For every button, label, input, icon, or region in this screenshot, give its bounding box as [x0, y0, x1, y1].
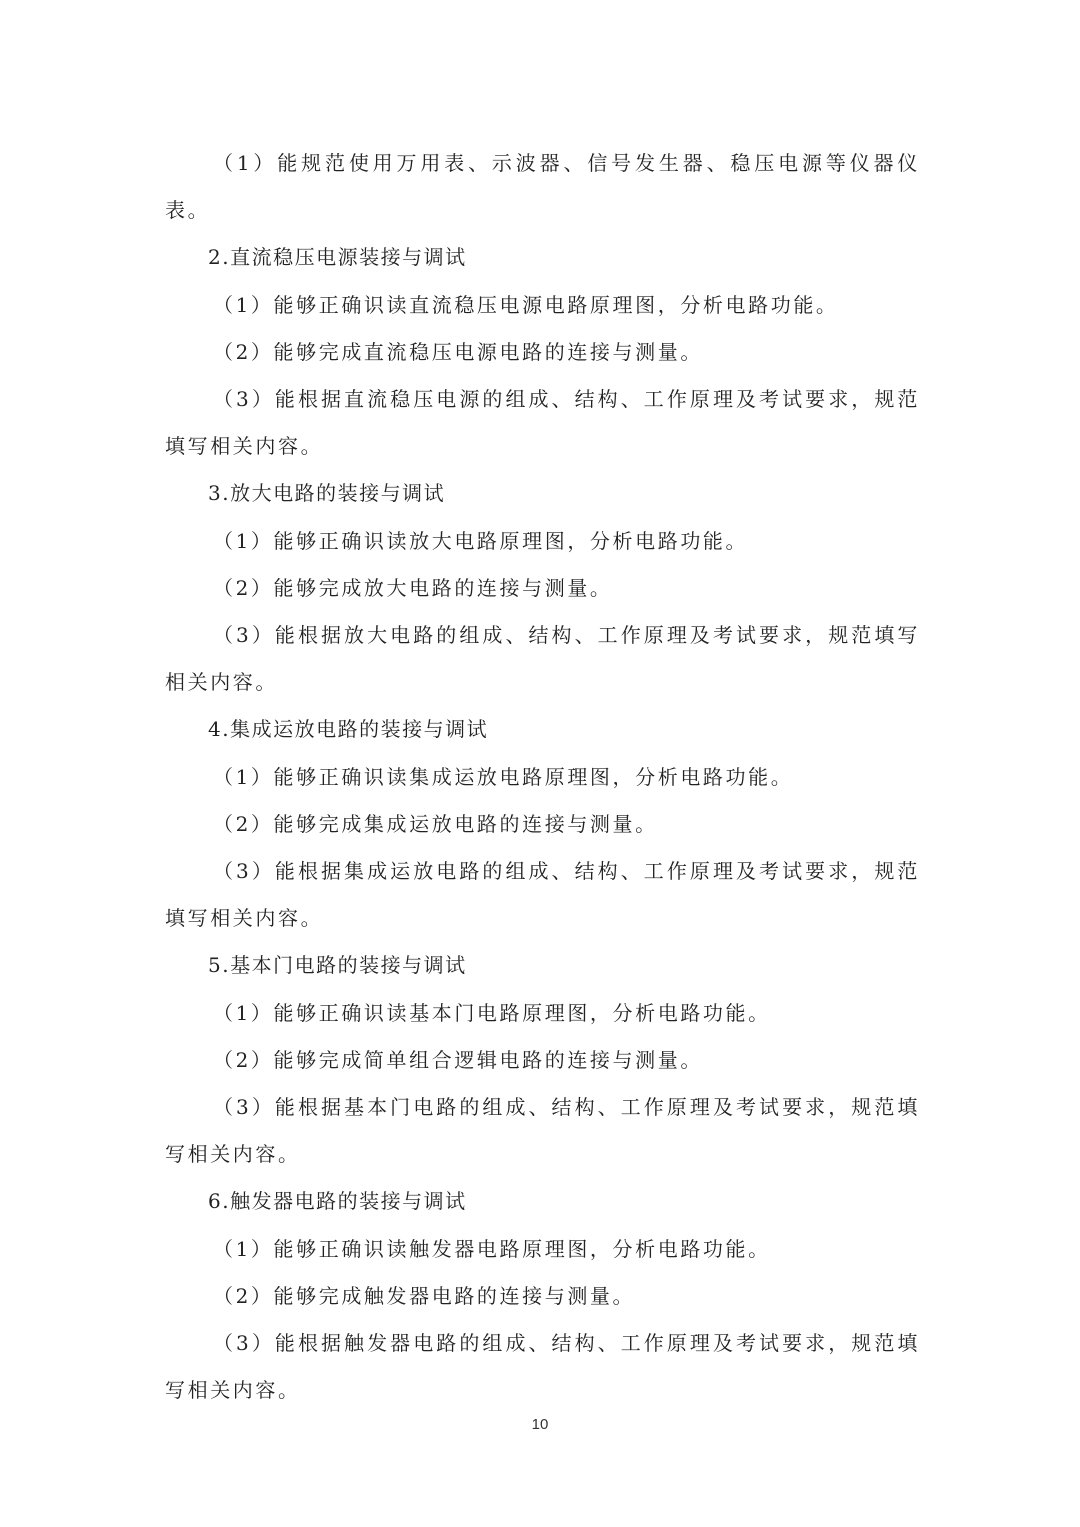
section-heading: 3.放大电路的装接与调试: [208, 481, 446, 506]
list-item: （1）能够正确识读触发器电路原理图，分析电路功能。: [213, 1236, 771, 1261]
list-item: （3）能根据触发器电路的组成、结构、工作原理及考试要求，规范填写相关内容。: [165, 1331, 920, 1403]
list-item: （2）能够完成放大电路的连接与测量。: [213, 575, 613, 600]
list-item: （1）能够正确识读直流稳压电源电路原理图，分析电路功能。: [213, 292, 839, 317]
list-item: （1）能够正确识读集成运放电路原理图，分析电路功能。: [213, 764, 794, 789]
list-item: （3）能根据基本门电路的组成、结构、工作原理及考试要求，规范填写相关内容。: [165, 1095, 920, 1167]
list-item: （1）能规范使用万用表、示波器、信号发生器、稳压电源等仪器仪表。: [165, 151, 920, 223]
section-heading: 6.触发器电路的装接与调试: [208, 1189, 467, 1214]
list-item: （3）能根据集成运放电路的组成、结构、工作原理及考试要求，规范填写相关内容。: [165, 859, 920, 931]
list-item: （3）能根据放大电路的组成、结构、工作原理及考试要求，规范填写相关内容。: [165, 623, 920, 695]
list-item: （3）能根据直流稳压电源的组成、结构、工作原理及考试要求，规范填写相关内容。: [165, 387, 920, 459]
list-item: （1）能够正确识读放大电路原理图，分析电路功能。: [213, 528, 749, 553]
list-item: （2）能够完成触发器电路的连接与测量。: [213, 1283, 636, 1308]
list-item: （1）能够正确识读基本门电路原理图，分析电路功能。: [213, 1000, 771, 1025]
section-heading: 2.直流稳压电源装接与调试: [208, 245, 467, 270]
section-heading: 5.基本门电路的装接与调试: [208, 953, 467, 978]
document-body: [165, 140, 920, 1414]
list-item: （2）能够完成简单组合逻辑电路的连接与测量。: [213, 1047, 703, 1072]
list-item: （2）能够完成直流稳压电源电路的连接与测量。: [213, 339, 703, 364]
page-number: 10: [531, 1416, 549, 1433]
section-heading: 4.集成运放电路的装接与调试: [208, 717, 489, 742]
list-item: （2）能够完成集成运放电路的连接与测量。: [213, 811, 658, 836]
